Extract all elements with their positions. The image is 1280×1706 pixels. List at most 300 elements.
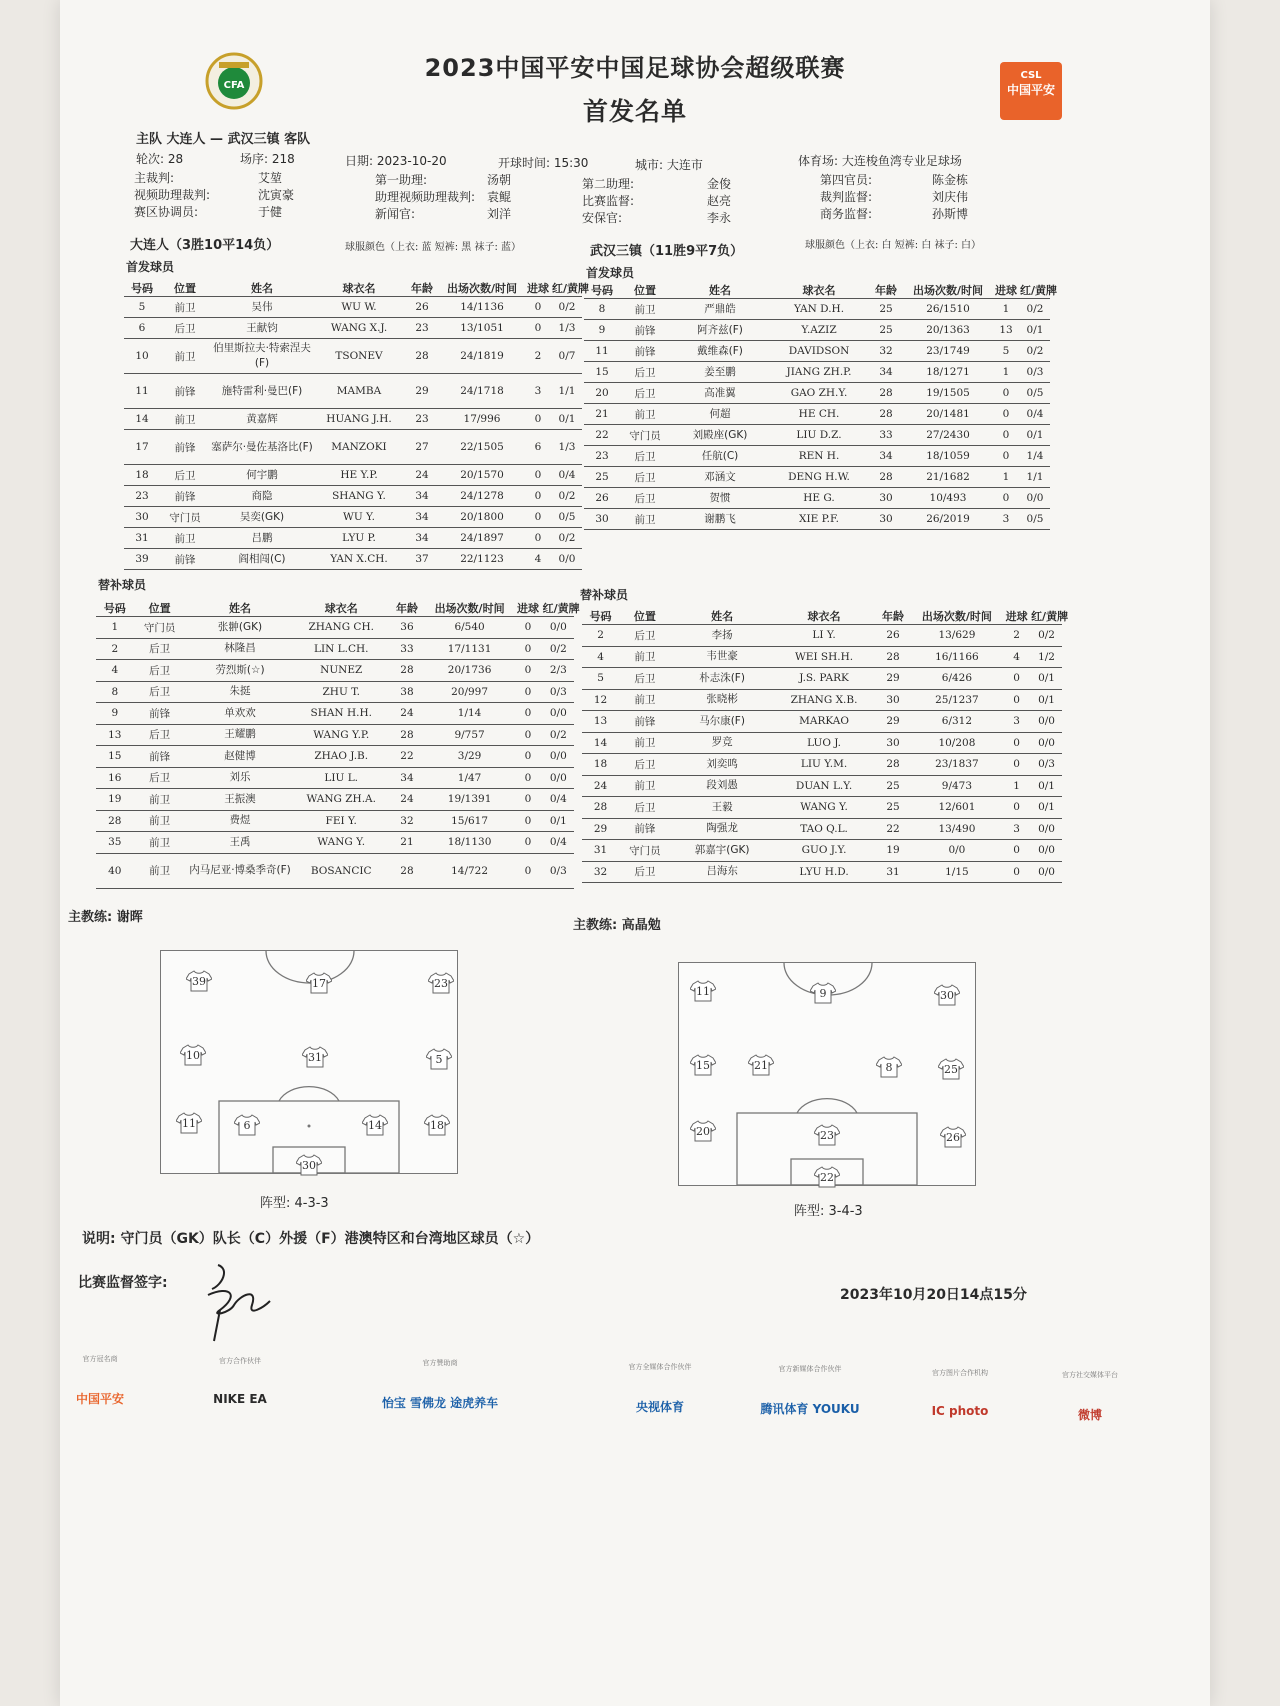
player-goals: 1 bbox=[1002, 775, 1031, 797]
player-name: 王振澳 bbox=[186, 789, 295, 811]
column-header-position: 位置 bbox=[619, 608, 671, 625]
sponsor-name: 中国平安 bbox=[75, 1392, 124, 1406]
player-position: 前卫 bbox=[620, 509, 670, 530]
player-goals: 0 bbox=[992, 425, 1020, 446]
player-shirt-name: DAVIDSON bbox=[770, 341, 868, 362]
city: 城市: 大连市 bbox=[635, 158, 703, 172]
player-cards: 0/1 bbox=[1020, 425, 1050, 446]
player-row bbox=[96, 638, 574, 660]
player-cards: 1/3 bbox=[552, 318, 582, 339]
player-name: 王禹 bbox=[186, 832, 295, 854]
lineup-sheet bbox=[60, 0, 1210, 1706]
player-goals: 0 bbox=[513, 724, 542, 746]
player-cards: 0/1 bbox=[552, 409, 582, 430]
player-age: 32 bbox=[868, 341, 904, 362]
player-age: 34 bbox=[404, 528, 440, 549]
player-apps: 22/1123 bbox=[440, 549, 524, 570]
sign-timestamp: 2023年10月20日14点15分 bbox=[840, 1287, 1027, 1303]
player-number: 28 bbox=[582, 797, 619, 819]
sponsor-sponsors bbox=[310, 1358, 570, 1411]
player-apps: 3/29 bbox=[426, 746, 514, 768]
player-goals: 2 bbox=[524, 339, 552, 374]
player-number: 5 bbox=[582, 668, 619, 690]
player-number: 13 bbox=[96, 724, 134, 746]
player-goals: 2 bbox=[1002, 625, 1031, 647]
player-age: 31 bbox=[875, 861, 912, 883]
player-goals: 3 bbox=[524, 374, 552, 409]
player-goals: 0 bbox=[1002, 840, 1031, 862]
shirt-icon bbox=[180, 1044, 206, 1066]
player-apps: 24/1897 bbox=[440, 528, 524, 549]
player-apps: 20/1736 bbox=[426, 660, 514, 682]
player-name: 吕海东 bbox=[671, 861, 774, 883]
match-number: 场序: 218 bbox=[240, 152, 295, 166]
official-label: 视频助理裁判: bbox=[134, 188, 211, 202]
player-goals: 0 bbox=[1002, 797, 1031, 819]
sponsor-category: 官方全媒体合作伙伴 bbox=[628, 1363, 692, 1371]
supervisor-signature bbox=[200, 1255, 280, 1349]
player-name: 戴维森(F) bbox=[670, 341, 770, 362]
player-apps: 14/1136 bbox=[440, 297, 524, 318]
player-number: 25 bbox=[584, 467, 620, 488]
official-name: 刘洋 bbox=[487, 207, 512, 221]
player-cards: 0/0 bbox=[543, 617, 574, 639]
player-goals: 4 bbox=[524, 549, 552, 570]
player-cards: 0/4 bbox=[1020, 404, 1050, 425]
player-age: 34 bbox=[868, 446, 904, 467]
player-shirt-name: SHANG Y. bbox=[314, 486, 404, 507]
player-number: 30 bbox=[584, 509, 620, 530]
player-row bbox=[582, 818, 1062, 840]
player-name: 任航(C) bbox=[670, 446, 770, 467]
player-number: 11 bbox=[124, 374, 160, 409]
official-name: 沈寅豪 bbox=[258, 188, 295, 202]
player-shirt-name: GUO J.Y. bbox=[774, 840, 875, 862]
player-apps: 10/493 bbox=[904, 488, 992, 509]
player-name: 郭嘉宇(GK) bbox=[671, 840, 774, 862]
player-cards: 0/0 bbox=[543, 703, 574, 725]
player-number: 5 bbox=[124, 297, 160, 318]
shirt-number: 15 bbox=[696, 1059, 710, 1072]
player-row bbox=[96, 810, 574, 832]
shirt-number: 20 bbox=[696, 1125, 710, 1138]
shirt-number: 31 bbox=[308, 1051, 322, 1064]
player-name: 黄嘉辉 bbox=[210, 409, 314, 430]
player-goals: 0 bbox=[1002, 689, 1031, 711]
player-name: 阎相闯(C) bbox=[210, 549, 314, 570]
player-shirt-name: WU W. bbox=[314, 297, 404, 318]
player-position: 前锋 bbox=[160, 430, 210, 465]
player-number: 39 bbox=[124, 549, 160, 570]
player-cards: 0/1 bbox=[1031, 797, 1062, 819]
official-label: 第四官员: bbox=[820, 173, 873, 187]
player-row bbox=[124, 486, 582, 507]
player-position: 前锋 bbox=[134, 703, 186, 725]
player-apps: 14/722 bbox=[426, 853, 514, 889]
player-age: 27 bbox=[404, 430, 440, 465]
player-shirt-name: HE G. bbox=[770, 488, 868, 509]
player-cards: 0/0 bbox=[1031, 732, 1062, 754]
sponsor-photo bbox=[890, 1368, 1030, 1418]
player-shirt-name: WANG ZH.A. bbox=[294, 789, 388, 811]
player-age: 25 bbox=[868, 320, 904, 341]
venue: 体育场: 大连梭鱼湾专业足球场 bbox=[798, 154, 962, 168]
away-starters-label: 首发球员 bbox=[586, 266, 635, 280]
player-age: 28 bbox=[875, 754, 912, 776]
player-shirt-name: ZHANG X.B. bbox=[774, 689, 875, 711]
column-header-apps: 出场次数/时间 bbox=[440, 280, 524, 297]
player-apps: 0/0 bbox=[912, 840, 1003, 862]
shirt-icon bbox=[934, 984, 960, 1006]
shirt-icon bbox=[810, 982, 836, 1004]
player-shirt-name: TAO Q.L. bbox=[774, 818, 875, 840]
player-number: 15 bbox=[96, 746, 134, 768]
player-position: 后卫 bbox=[620, 446, 670, 467]
sponsor-social bbox=[1020, 1370, 1160, 1423]
player-goals: 5 bbox=[992, 341, 1020, 362]
player-row bbox=[584, 467, 1050, 488]
player-position: 后卫 bbox=[134, 681, 186, 703]
player-goals: 3 bbox=[1002, 818, 1031, 840]
column-header-position: 位置 bbox=[134, 600, 186, 617]
player-name: 阿齐兹(F) bbox=[670, 320, 770, 341]
player-row bbox=[584, 446, 1050, 467]
player-cards: 0/0 bbox=[552, 549, 582, 570]
player-goals: 4 bbox=[1002, 646, 1031, 668]
player-goals: 0 bbox=[513, 660, 542, 682]
player-position: 后卫 bbox=[620, 383, 670, 404]
match-date: 日期: 2023-10-20 bbox=[345, 154, 447, 168]
player-goals: 0 bbox=[524, 465, 552, 486]
player-number: 28 bbox=[96, 810, 134, 832]
shirt-number: 11 bbox=[696, 985, 710, 998]
column-header-cards: 红/黄牌 bbox=[542, 602, 580, 615]
player-apps: 19/1505 bbox=[904, 383, 992, 404]
page-title: 2023中国平安中国足球协会超级联赛 bbox=[424, 54, 846, 82]
shirt-icon bbox=[938, 1058, 964, 1080]
player-number: 17 bbox=[124, 430, 160, 465]
player-name: 段刘愚 bbox=[671, 775, 774, 797]
column-header-shirt-name: 球衣名 bbox=[314, 280, 404, 297]
official-name: 陈金栋 bbox=[932, 173, 969, 187]
player-row bbox=[96, 832, 574, 854]
player-cards: 0/4 bbox=[543, 789, 574, 811]
player-name: 伯里斯拉夫·特索涅夫(F) bbox=[210, 339, 314, 374]
sponsor-media bbox=[590, 1362, 730, 1415]
official-label: 第一助理: bbox=[375, 173, 428, 187]
player-row bbox=[124, 528, 582, 549]
player-age: 28 bbox=[388, 724, 426, 746]
player-shirt-name: WANG Y. bbox=[294, 832, 388, 854]
player-name: 吴伟 bbox=[210, 297, 314, 318]
player-age: 28 bbox=[868, 404, 904, 425]
player-cards: 0/0 bbox=[1031, 861, 1062, 883]
player-apps: 1/47 bbox=[426, 767, 514, 789]
player-position: 前锋 bbox=[619, 711, 671, 733]
player-name: 吕鹏 bbox=[210, 528, 314, 549]
column-header-goals: 进球 bbox=[992, 282, 1020, 299]
player-name: 塞萨尔·曼佐基洛比(F) bbox=[210, 430, 314, 465]
player-row bbox=[124, 318, 582, 339]
player-age: 30 bbox=[875, 689, 912, 711]
sponsor-name: 微博 bbox=[1077, 1408, 1102, 1422]
player-cards: 0/3 bbox=[543, 853, 574, 889]
shirt-number: 18 bbox=[430, 1119, 444, 1132]
player-goals: 6 bbox=[524, 430, 552, 465]
player-cards: 0/1 bbox=[543, 810, 574, 832]
player-position: 前锋 bbox=[160, 486, 210, 507]
player-row bbox=[96, 660, 574, 682]
player-goals: 1 bbox=[992, 467, 1020, 488]
player-cards: 0/2 bbox=[552, 486, 582, 507]
player-number: 26 bbox=[584, 488, 620, 509]
player-cards: 1/4 bbox=[1020, 446, 1050, 467]
player-number: 20 bbox=[584, 383, 620, 404]
player-row bbox=[124, 374, 582, 409]
column-header-apps: 出场次数/时间 bbox=[426, 600, 514, 617]
player-number: 10 bbox=[124, 339, 160, 374]
player-apps: 23/1749 bbox=[904, 341, 992, 362]
player-position: 前锋 bbox=[620, 320, 670, 341]
player-apps: 16/1166 bbox=[912, 646, 1003, 668]
player-goals: 0 bbox=[513, 746, 542, 768]
player-age: 25 bbox=[875, 775, 912, 797]
player-apps: 24/1278 bbox=[440, 486, 524, 507]
away-kit-colors: 球服颜色（上衣: 白 短裤: 白 袜子: 白） bbox=[805, 240, 982, 251]
player-cards: 0/2 bbox=[552, 297, 582, 318]
official-name: 李永 bbox=[707, 211, 732, 225]
player-apps: 26/1510 bbox=[904, 299, 992, 320]
player-age: 30 bbox=[868, 509, 904, 530]
player-apps: 18/1271 bbox=[904, 362, 992, 383]
player-shirt-name: WANG Y.P. bbox=[294, 724, 388, 746]
shirt-icon bbox=[690, 1054, 716, 1076]
player-row bbox=[582, 754, 1062, 776]
player-number: 9 bbox=[96, 703, 134, 725]
column-header-name: 姓名 bbox=[671, 608, 774, 625]
column-header-number: 号码 bbox=[124, 280, 160, 297]
player-cards: 0/0 bbox=[1031, 818, 1062, 840]
player-position: 前卫 bbox=[134, 810, 186, 832]
player-apps: 19/1391 bbox=[426, 789, 514, 811]
home-coach: 主教练: 谢晖 bbox=[68, 910, 143, 925]
shirt-icon bbox=[296, 1154, 322, 1176]
player-number: 31 bbox=[582, 840, 619, 862]
player-position: 前卫 bbox=[134, 832, 186, 854]
column-header-goals: 进球 bbox=[1002, 608, 1031, 625]
player-goals: 3 bbox=[1002, 711, 1031, 733]
column-header-number: 号码 bbox=[584, 282, 620, 299]
player-cards: 0/3 bbox=[1020, 362, 1050, 383]
player-position: 前锋 bbox=[160, 549, 210, 570]
shirt-number: 10 bbox=[186, 1049, 200, 1062]
player-goals: 0 bbox=[524, 507, 552, 528]
sponsor-category: 官方社交媒体平台 bbox=[1062, 1371, 1118, 1379]
shirt-icon bbox=[186, 970, 212, 992]
player-cards: 0/2 bbox=[1020, 299, 1050, 320]
player-shirt-name: BOSANCIC bbox=[294, 853, 388, 889]
column-header-age: 年龄 bbox=[388, 600, 426, 617]
shirt-number: 30 bbox=[302, 1159, 316, 1172]
column-header-age: 年龄 bbox=[868, 282, 904, 299]
shirt-icon bbox=[424, 1114, 450, 1136]
player-row bbox=[124, 339, 582, 374]
player-number: 15 bbox=[584, 362, 620, 383]
player-shirt-name: MAMBA bbox=[314, 374, 404, 409]
column-header-name: 姓名 bbox=[186, 600, 295, 617]
player-number: 8 bbox=[584, 299, 620, 320]
player-cards: 0/1 bbox=[1031, 668, 1062, 690]
player-age: 33 bbox=[868, 425, 904, 446]
home-kit-colors: 球服颜色（上衣: 蓝 短裤: 黑 袜子: 蓝） bbox=[345, 242, 522, 253]
shirt-icon bbox=[690, 1120, 716, 1142]
player-number: 35 bbox=[96, 832, 134, 854]
player-age: 29 bbox=[875, 668, 912, 690]
player-apps: 6/312 bbox=[912, 711, 1003, 733]
home-starters-table bbox=[124, 280, 590, 570]
shirt-number: 39 bbox=[192, 975, 206, 988]
player-position: 前卫 bbox=[160, 409, 210, 430]
shirt-number: 23 bbox=[820, 1129, 834, 1142]
player-goals: 0 bbox=[513, 853, 542, 889]
sponsor-bar bbox=[60, 1350, 1210, 1440]
player-row bbox=[96, 617, 574, 639]
player-apps: 20/1570 bbox=[440, 465, 524, 486]
shirt-number: 22 bbox=[820, 1171, 834, 1184]
player-number: 16 bbox=[96, 767, 134, 789]
home-formation: 阵型: 4-3-3 bbox=[260, 1196, 329, 1211]
player-position: 守门员 bbox=[619, 840, 671, 862]
player-shirt-name: TSONEV bbox=[314, 339, 404, 374]
player-cards: 0/2 bbox=[543, 638, 574, 660]
player-goals: 0 bbox=[992, 404, 1020, 425]
home-formation-pitch bbox=[160, 950, 458, 1174]
home-team-name: 大连人（3胜10平14负） bbox=[130, 238, 280, 253]
sponsor-name: 腾讯体育 YOUKU bbox=[760, 1402, 860, 1416]
player-age: 34 bbox=[388, 767, 426, 789]
player-name: 朴志洙(F) bbox=[671, 668, 774, 690]
player-age: 19 bbox=[875, 840, 912, 862]
player-name: 韦世豪 bbox=[671, 646, 774, 668]
shirt-icon bbox=[302, 1046, 328, 1068]
column-header-apps: 出场次数/时间 bbox=[912, 608, 1003, 625]
player-cards: 0/0 bbox=[543, 767, 574, 789]
player-position: 后卫 bbox=[134, 767, 186, 789]
player-row bbox=[584, 509, 1050, 530]
player-goals: 3 bbox=[992, 509, 1020, 530]
column-header-goals: 进球 bbox=[524, 280, 552, 297]
official-label: 比赛监督: bbox=[582, 194, 635, 208]
player-shirt-name: LIU Y.M. bbox=[774, 754, 875, 776]
player-row bbox=[582, 775, 1062, 797]
away-team-name: 武汉三镇（11胜9平7负） bbox=[590, 244, 744, 259]
player-name: 高准翼 bbox=[670, 383, 770, 404]
officials-col-2 bbox=[375, 172, 511, 223]
player-row bbox=[124, 430, 582, 465]
player-row bbox=[582, 861, 1062, 883]
shirt-number: 23 bbox=[434, 977, 448, 990]
player-number: 18 bbox=[582, 754, 619, 776]
column-header-name: 姓名 bbox=[210, 280, 314, 297]
teams-line: 主队 大连人 — 武汉三镇 客队 bbox=[136, 132, 311, 147]
player-cards: 1/1 bbox=[552, 374, 582, 409]
player-apps: 21/1682 bbox=[904, 467, 992, 488]
player-apps: 20/997 bbox=[426, 681, 514, 703]
player-name: 陶强龙 bbox=[671, 818, 774, 840]
player-shirt-name: SHAN H.H. bbox=[294, 703, 388, 725]
away-subs-table bbox=[582, 608, 1069, 883]
player-cards: 0/2 bbox=[1020, 341, 1050, 362]
player-apps: 17/1131 bbox=[426, 638, 514, 660]
player-name: 林隆昌 bbox=[186, 638, 295, 660]
player-position: 前卫 bbox=[619, 646, 671, 668]
sponsor-new-media bbox=[730, 1364, 890, 1417]
shirt-icon bbox=[176, 1112, 202, 1134]
column-header-position: 位置 bbox=[620, 282, 670, 299]
player-row bbox=[124, 409, 582, 430]
player-position: 前卫 bbox=[619, 732, 671, 754]
player-cards: 1/1 bbox=[1020, 467, 1050, 488]
player-age: 26 bbox=[875, 625, 912, 647]
player-age: 28 bbox=[875, 646, 912, 668]
shirt-icon bbox=[428, 972, 454, 994]
player-position: 前锋 bbox=[134, 746, 186, 768]
sponsor-category: 官方冠名商 bbox=[82, 1355, 118, 1363]
player-row bbox=[584, 404, 1050, 425]
player-name: 李扬 bbox=[671, 625, 774, 647]
column-header-cards: 红/黄牌 bbox=[1031, 610, 1069, 623]
player-goals: 0 bbox=[524, 318, 552, 339]
player-shirt-name: GAO ZH.Y. bbox=[770, 383, 868, 404]
player-age: 37 bbox=[404, 549, 440, 570]
kickoff-time: 开球时间: 15:30 bbox=[498, 156, 589, 170]
column-header-age: 年龄 bbox=[404, 280, 440, 297]
player-age: 34 bbox=[868, 362, 904, 383]
player-cards: 0/2 bbox=[552, 528, 582, 549]
shirt-icon bbox=[362, 1114, 388, 1136]
shirt-icon bbox=[748, 1054, 774, 1076]
sponsor-category: 官方赞助商 bbox=[422, 1359, 458, 1367]
player-cards: 1/3 bbox=[552, 430, 582, 465]
player-number: 9 bbox=[584, 320, 620, 341]
player-apps: 6/540 bbox=[426, 617, 514, 639]
player-row bbox=[96, 724, 574, 746]
player-goals: 0 bbox=[513, 703, 542, 725]
player-number: 22 bbox=[584, 425, 620, 446]
column-header-shirt-name: 球衣名 bbox=[770, 282, 868, 299]
player-row bbox=[584, 383, 1050, 404]
player-age: 30 bbox=[875, 732, 912, 754]
shirt-icon bbox=[426, 1048, 452, 1070]
player-position: 后卫 bbox=[134, 638, 186, 660]
player-age: 30 bbox=[868, 488, 904, 509]
player-row bbox=[124, 549, 582, 570]
away-starters-table bbox=[584, 282, 1058, 530]
official-name: 孙斯博 bbox=[932, 207, 969, 221]
player-age: 29 bbox=[404, 374, 440, 409]
player-row bbox=[582, 840, 1062, 862]
player-age: 34 bbox=[404, 507, 440, 528]
player-number: 14 bbox=[582, 732, 619, 754]
shirt-icon bbox=[814, 1166, 840, 1188]
player-cards: 0/2 bbox=[1031, 625, 1062, 647]
player-shirt-name: WEI SH.H. bbox=[774, 646, 875, 668]
player-shirt-name: HE Y.P. bbox=[314, 465, 404, 486]
player-number: 13 bbox=[582, 711, 619, 733]
player-position: 前卫 bbox=[160, 297, 210, 318]
player-number: 4 bbox=[582, 646, 619, 668]
shirt-number: 8 bbox=[885, 1061, 893, 1074]
